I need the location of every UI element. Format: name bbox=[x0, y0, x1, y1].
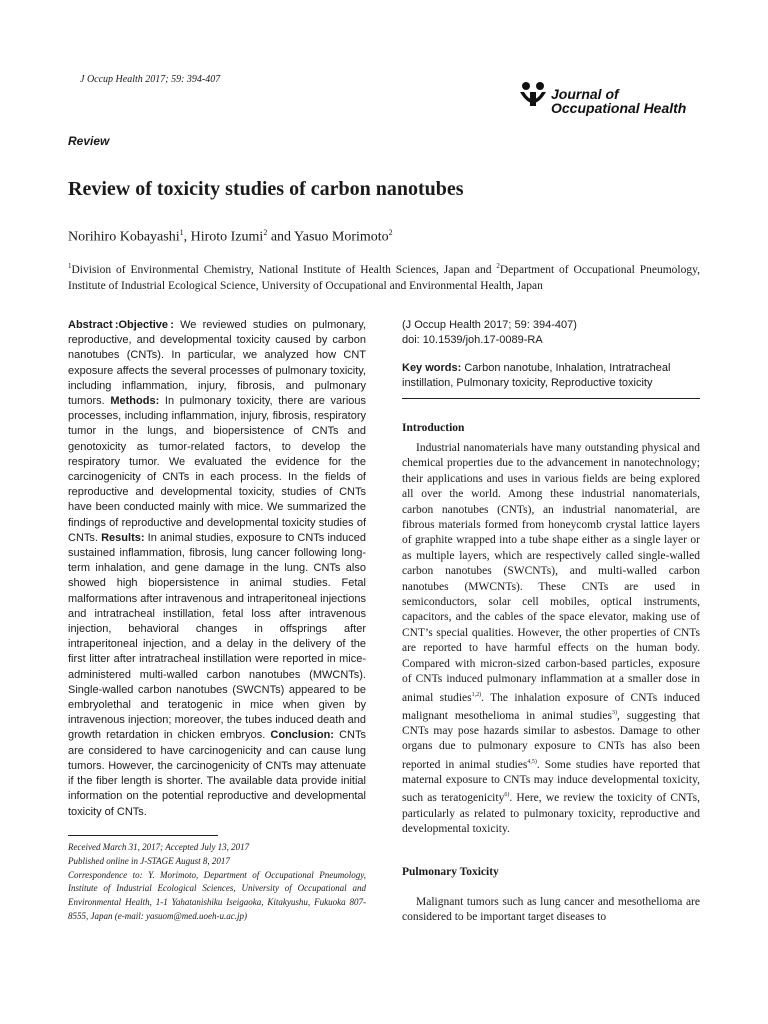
journal-name-line2: Occupational Health bbox=[551, 100, 687, 116]
objective-text: We reviewed studies on pulmonary, reproductive, and developmental toxicity caused by carbon nanotubes (CNTs). In particular, we analyzed how CNT exposure affects the several processes of pulmonary toxicity, including inflammation, injury, fibrosis, and pulmonary tumors. bbox=[68, 319, 366, 408]
introduction-text bbox=[402, 441, 700, 837]
results-text: In animal studies, exposure to CNTs induced sustained inflammation, fibrosis, lung cancer following long-term inhalation, and gene damage in the lung. CNTs also showed high biopersistence in animal studies. Fetal malformations after intravenous and intraperitoneal injections and intratracheal instillation, fetal loss after intravenous injection, behavioral changes in offsprings after intraperitoneal injection, and a delay in the delivery of the first litter after intratracheal instillation were reported in mice-administered multi-walled carbon nanotubes (MWCNTs). Single-walled carbon nanotubes (SWCNTs) appeared to be embryolethal and teratogenic in mice when given by intravenous injection; moreover, the tubes induced death and growth retardation in chicken embryos. bbox=[68, 531, 366, 742]
author-affiliation-mark: 1 bbox=[179, 228, 184, 237]
introduction-body: , suggesting that CNTs may pose hazards similar to asbestos. Damage to other organs due to pulmonary exposure to CNTs has also been reported in animal studies bbox=[402, 709, 700, 771]
journal-logo-icon bbox=[517, 80, 549, 112]
keywords-divider bbox=[402, 398, 700, 399]
affiliation-text: Division of Environmental Chemistry, National Institute of Health Sciences, Japan and bbox=[71, 263, 497, 276]
reference-mark: 3) bbox=[612, 709, 618, 716]
introduction-body: . Some studies have reported that maternal exposure to CNTs may induce developmental toxicity, such as teratogenicity bbox=[402, 758, 701, 805]
conclusion-text: CNTs are considered to have carcinogenicity and can cause lung tumors. However, the carcinogenicity of CNTs may attenuate if the fiber length is shorter. The available data provide initial information on the potential reproductive and developmental toxicity of CNTs. bbox=[68, 729, 366, 818]
introduction-body: . The inhalation exposure of CNTs induced malignant mesothelioma in animal studies bbox=[402, 691, 700, 722]
footnote-divider bbox=[68, 835, 218, 836]
introduction-heading: Introduction bbox=[402, 422, 465, 434]
article-type-label: Review bbox=[68, 134, 110, 148]
received-date: Received March 31, 2017; Accepted July 13, 2017 bbox=[68, 842, 250, 852]
keywords-text: Carbon nanotube, Inhalation, Intratracheal instillation, Pulmonary toxicity, Reproductive toxicity bbox=[402, 362, 671, 390]
reference-mark: 4,5) bbox=[527, 758, 537, 765]
introduction-body: . Here, we review the toxicity of CNTs, particularly as related to pulmonary toxicity, reproductive and developmental toxicity. bbox=[402, 792, 700, 836]
keywords bbox=[402, 361, 700, 391]
author-name: Yasuo Morimoto bbox=[294, 229, 389, 245]
author-name: Hiroto Izumi bbox=[190, 229, 264, 245]
journal-logo bbox=[517, 80, 717, 120]
abstract-label: Abstract : bbox=[68, 319, 119, 331]
affiliations bbox=[68, 258, 700, 294]
author-affiliation-mark: 2 bbox=[388, 228, 393, 237]
journal-name-line1: Journal of bbox=[551, 86, 619, 102]
author-name: Norihiro Kobayashi bbox=[68, 229, 180, 245]
objective-label: Objective : bbox=[118, 319, 174, 331]
methods-label: Methods: bbox=[110, 395, 160, 408]
author-list bbox=[68, 228, 393, 246]
introduction-body: Industrial nanomaterials have many outstanding physical and chemical properties due to the advancement in nanotechnology; their applications and uses in various fields are being explored all over the world. Among these industrial nanomaterials, carbon nanotubes (CNTs), an industrial nanomaterial, are fibrous materials formed from honeycomb crystal lattice layers of graphite wrapped into a tube shape either as a single layer or as multiple layers, which are respectively called single-walled carbon nanotubes (SWCNTs), and multi-walled carbon nanotubes (MWCNTs). These CNTs are used in semiconductors, solar cell mobiles, optical instruments, capacitors, and the cables of the space elevator, making use of CNT’s special qualities. However, the other properties of CNTs are reported to have harmful effects on the human body. Compared with micron-sized carbon-based particles, exposure of CNTs induced pulmonary inflammation at a smaller dose in animal studies bbox=[402, 442, 700, 704]
author-separator: , bbox=[183, 229, 191, 245]
article-title: Review of toxicity studies of carbon nanotubes bbox=[68, 178, 464, 200]
published-date: Published online in J-STAGE August 8, 2017 bbox=[68, 855, 230, 866]
footnotes bbox=[68, 841, 366, 924]
author-separator: and bbox=[267, 229, 295, 245]
results-label: Results: bbox=[101, 531, 145, 544]
conclusion-label: Conclusion: bbox=[270, 729, 334, 742]
methods-text: In pulmonary toxicity, there are various processes, including inflammation, injury, fibrosis, respiratory tumor in the lungs, and biopersistence of CNTs and genotoxicity as tumor-related factors, to develop the respiratory tumor. We evaluated the evidence for the carcinogenicity of CNTs in each process. In the fields of reproductive and developmental toxicity, studies of CNTs have been conducted mainly with mice. We summarized the findings of reproductive and developmental toxicity studies of CNTs. bbox=[68, 395, 366, 544]
keywords-label: Key words: bbox=[402, 362, 462, 374]
pulmonary-toxicity-text: Malignant tumors such as lung cancer and mesothelioma are considered to be important target diseases to bbox=[402, 896, 700, 924]
journal-citation: J Occup Health 2017; 59: 394-407 bbox=[80, 74, 221, 85]
citation-line: (J Occup Health 2017; 59: 394-407) bbox=[402, 319, 577, 331]
abstract bbox=[68, 318, 366, 820]
author-affiliation-mark: 2 bbox=[263, 228, 268, 237]
citation-block bbox=[402, 318, 700, 348]
doi-link[interactable]: doi: 10.1539/joh.17-0089-RA bbox=[402, 334, 543, 347]
correspondence: Correspondence to: Y. Morimoto, Department of Occupational Pneumology, Institute of Industrial Ecological Sciences, University of Occupational and Environmental Health, 1-1 Yahatanishiku Iseigaoka, Kitakyushu, Fukuoka 807-8555, Japan (e-mail: yasuom@med.uoeh-u.ac.jp) bbox=[68, 869, 366, 921]
affiliation-text: Department of Occupational Pneumology, Institute of Industrial Ecological Science, University of Occupational and Environmental Health, Japan bbox=[68, 263, 701, 292]
reference-mark: 6) bbox=[504, 792, 510, 799]
journal-name bbox=[551, 87, 686, 115]
reference-mark: 1,2) bbox=[471, 691, 482, 698]
pulmonary-toxicity-heading: Pulmonary Toxicity bbox=[402, 866, 499, 878]
affiliation-mark: 1 bbox=[68, 262, 72, 270]
affiliation-mark: 2 bbox=[496, 262, 500, 270]
